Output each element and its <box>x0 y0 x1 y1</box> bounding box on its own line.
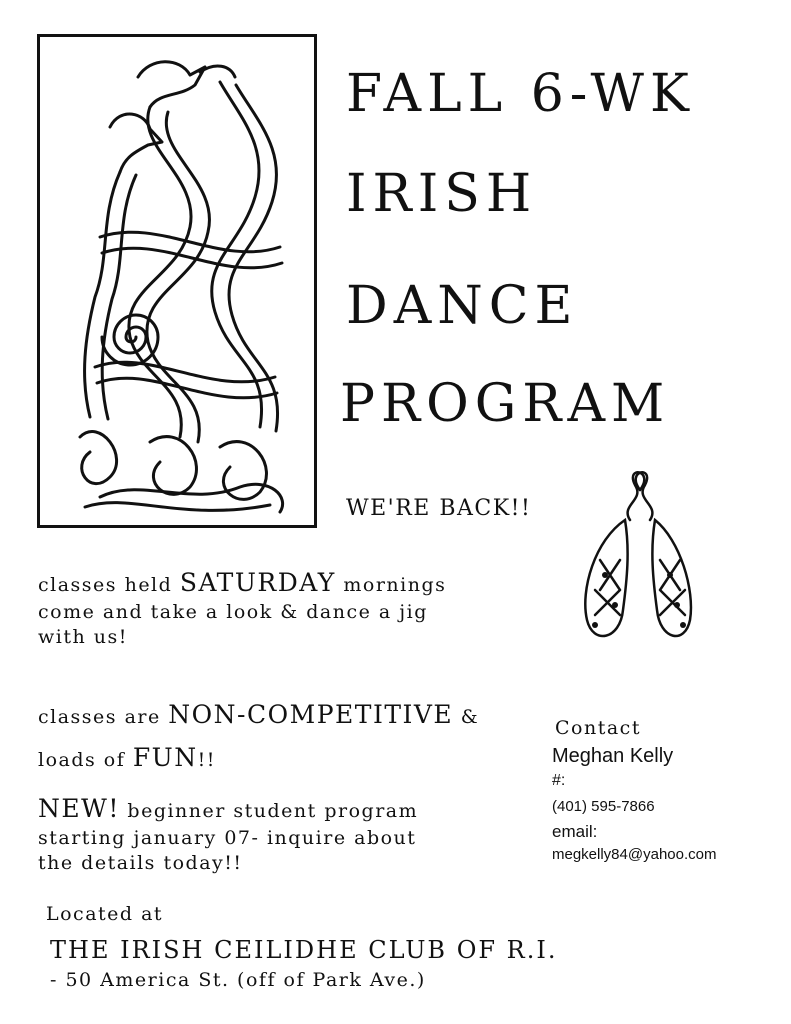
beginner-line-3: the details today!! <box>38 852 243 875</box>
classes-held-line-1 <box>38 566 508 600</box>
title-line-1: FALL 6-WK <box>346 64 695 124</box>
dance-shoes-illustration <box>565 460 715 660</box>
title-line-2: IRISH <box>346 164 538 224</box>
classes-held-block <box>38 566 508 651</box>
beginner-line-1-text: beginner student program <box>119 800 419 822</box>
classes-held-prefix: classes held <box>38 574 180 596</box>
venue-address: - 50 America St. (off of Park Ave.) <box>50 969 426 991</box>
non-competitive-prefix: classes are <box>38 706 169 728</box>
fun-emphasis: FUN <box>132 742 198 772</box>
non-competitive-emphasis: NON-COMPETITIVE <box>168 700 454 729</box>
non-competitive-line-1 <box>38 694 508 737</box>
phone-number: (401) 595-7866 <box>552 798 655 815</box>
phone-label: #: <box>552 772 566 789</box>
saturday-emphasis: SATURDAY <box>179 568 336 597</box>
beginner-block <box>38 792 508 877</box>
non-competitive-suffix: & <box>453 706 480 728</box>
celtic-knot-icon <box>40 37 314 525</box>
non-competitive-block <box>38 694 508 779</box>
new-emphasis: NEW! <box>38 794 120 823</box>
beginner-line-1 <box>38 792 508 826</box>
contact-label: Contact <box>555 717 641 739</box>
subtitle: WE'RE BACK!! <box>346 496 532 521</box>
contact-name: Meghan Kelly <box>552 745 674 767</box>
location-label: Located at <box>46 903 164 925</box>
ghillie-shoes-icon <box>565 460 715 660</box>
classes-held-suffix: mornings <box>335 574 447 596</box>
title-line-3: DANCE <box>346 276 579 336</box>
fun-suffix: !! <box>197 748 216 771</box>
beginner-line-2: starting january 07- inquire about <box>38 826 417 849</box>
classes-held-line-2: come and take a look & dance a jig <box>38 600 428 623</box>
celtic-knot-illustration <box>37 34 317 528</box>
email-label: email: <box>552 822 598 841</box>
venue-name: THE IRISH CEILIDHE CLUB OF R.I. <box>50 936 558 964</box>
fun-prefix: loads of <box>38 748 133 771</box>
email-address[interactable]: megkelly84@yahoo.com <box>552 846 717 863</box>
classes-held-line-3: with us! <box>38 626 128 649</box>
non-competitive-line-2 <box>38 737 508 780</box>
title-line-4: PROGRAM <box>340 374 671 434</box>
